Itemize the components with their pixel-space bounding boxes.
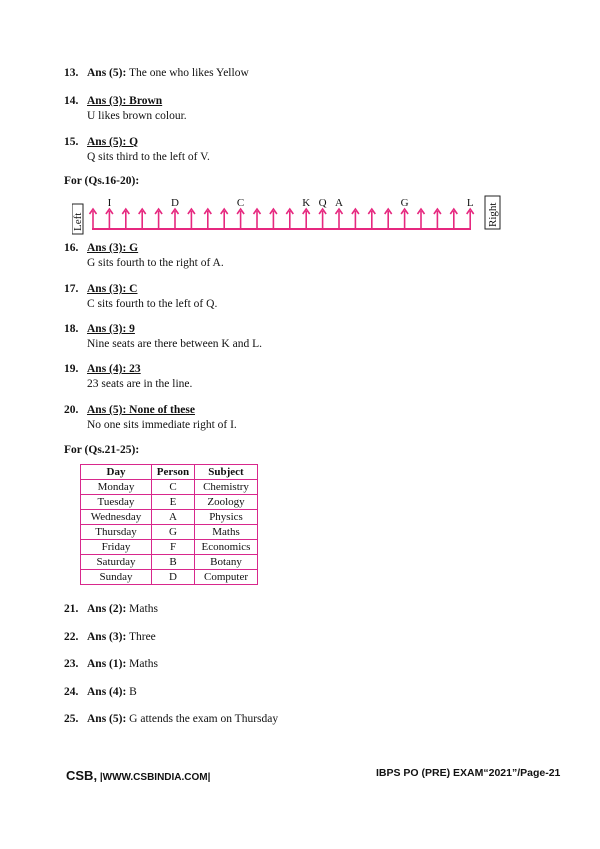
section-heading-16-20: For (Qs.16-20): — [64, 175, 140, 187]
table-row — [81, 480, 258, 495]
answer-19 — [64, 362, 192, 392]
answer-label: Ans (5): Q — [87, 136, 139, 148]
seat-arrow — [221, 209, 228, 229]
answer-label: Ans (2): — [87, 603, 127, 615]
seat-arrow — [204, 209, 211, 229]
answer-explanation: No one sits immediate right of I. — [87, 419, 237, 431]
answer-22 — [64, 630, 156, 645]
header-day: Day — [81, 465, 152, 480]
seat-arrow — [254, 209, 261, 229]
question-number: 14. — [64, 95, 79, 107]
header-person: Person — [152, 465, 195, 480]
seat-letter-k: K — [302, 197, 311, 209]
answer-label: Ans (5): — [87, 713, 127, 725]
right-label-box — [485, 196, 500, 229]
answer-18 — [64, 322, 262, 352]
cell-person: F — [152, 540, 195, 555]
answer-label: Ans (3): — [87, 631, 127, 643]
answer-label: Ans (3): 9 — [87, 323, 135, 335]
cell-person: D — [152, 570, 195, 585]
table-row — [81, 570, 258, 585]
answer-label: Ans (5): — [87, 67, 127, 79]
csb-logo: CSB, — [66, 768, 98, 783]
cell-person: A — [152, 510, 195, 525]
answer-text: Maths — [126, 603, 158, 615]
answer-explanation: G sits fourth to the right of A. — [87, 257, 224, 269]
table-row — [81, 525, 258, 540]
question-number: 24. — [64, 686, 79, 698]
header-subject: Subject — [195, 465, 258, 480]
seating-diagram — [72, 193, 512, 239]
seat-arrow — [434, 209, 441, 229]
answer-explanation: Nine seats are there between K and L. — [87, 338, 262, 350]
cell-day: Wednesday — [81, 510, 152, 525]
question-number: 19. — [64, 363, 79, 375]
left-label-box — [72, 204, 84, 234]
seat-arrow — [188, 209, 195, 229]
right-label: Right — [487, 202, 499, 227]
seat-arrow — [172, 209, 179, 229]
footer-website: |WWW.CSBINDIA.COM| — [97, 772, 211, 783]
seat-letter-g: G — [400, 197, 409, 209]
seat-arrow — [467, 209, 474, 229]
seat-letter-d: D — [171, 197, 179, 209]
seat-letter-c: C — [236, 197, 245, 209]
table-row — [81, 540, 258, 555]
cell-person: G — [152, 525, 195, 540]
cell-day: Saturday — [81, 555, 152, 570]
seat-arrow — [401, 209, 408, 229]
answer-17 — [64, 282, 217, 312]
schedule-table — [80, 464, 258, 585]
seat-arrow — [286, 209, 293, 229]
cell-subject: Chemistry — [195, 480, 258, 495]
answer-explanation: Q sits third to the left of V. — [87, 151, 210, 163]
seat-arrow — [319, 209, 326, 229]
answer-explanation: C sits fourth to the left of Q. — [87, 298, 218, 310]
answer-14 — [64, 94, 187, 124]
cell-person: C — [152, 480, 195, 495]
cell-subject: Economics — [195, 540, 258, 555]
footer-page-info: IBPS PO (PRE) EXAM“2021”/Page-21 — [376, 767, 561, 779]
answer-15 — [64, 135, 210, 165]
cell-day: Thursday — [81, 525, 152, 540]
answer-20 — [64, 403, 237, 433]
cell-subject: Botany — [195, 555, 258, 570]
left-label: Left — [72, 212, 84, 231]
answer-label: Ans (3): C — [87, 283, 138, 295]
question-number: 22. — [64, 631, 79, 643]
answer-23 — [64, 657, 158, 672]
table-row — [81, 510, 258, 525]
answer-explanation: 23 seats are in the line. — [87, 378, 193, 390]
answer-label: Ans (1): — [87, 658, 127, 670]
seat-arrow — [418, 209, 425, 229]
answer-25 — [64, 712, 278, 727]
answer-label: Ans (4): 23 — [87, 363, 141, 375]
seat-letter-l: L — [466, 197, 474, 209]
answer-24 — [64, 685, 137, 700]
seat-arrow — [336, 209, 343, 229]
seat-letter-i: I — [107, 197, 112, 209]
answer-text: G attends the exam on Thursday — [126, 713, 279, 725]
seat-arrow — [155, 209, 162, 229]
cell-subject: Zoology — [195, 495, 258, 510]
table-header-row — [81, 465, 258, 480]
answer-text: B — [126, 686, 137, 698]
table-row — [81, 495, 258, 510]
seat-arrow — [139, 209, 146, 229]
answer-text: Three — [126, 631, 156, 643]
question-number: 23. — [64, 658, 79, 670]
answer-label: Ans (4): — [87, 686, 127, 698]
table-row — [81, 555, 258, 570]
seat-arrow — [450, 209, 457, 229]
answer-label: Ans (5): None of these — [87, 404, 195, 416]
cell-person: E — [152, 495, 195, 510]
answer-13 — [64, 66, 249, 81]
seat-arrow — [122, 209, 129, 229]
question-number: 15. — [64, 136, 79, 148]
answer-text: The one who likes Yellow — [126, 67, 249, 79]
question-number: 21. — [64, 603, 79, 615]
question-number: 18. — [64, 323, 79, 335]
answer-label: Ans (3): Brown — [87, 95, 163, 107]
seat-letter-q: Q — [318, 197, 327, 209]
seat-letter-a: A — [335, 197, 343, 209]
cell-subject: Maths — [195, 525, 258, 540]
seat-arrow — [303, 209, 310, 229]
question-number: 20. — [64, 404, 79, 416]
seat-arrow — [385, 209, 392, 229]
seat-arrow — [106, 209, 113, 229]
footer-brand — [66, 768, 210, 783]
cell-day: Sunday — [81, 570, 152, 585]
section-heading-21-25: For (Qs.21-25): — [64, 444, 140, 456]
seat-arrow — [237, 209, 244, 229]
question-number: 17. — [64, 283, 79, 295]
answer-21 — [64, 602, 158, 617]
answer-explanation: U likes brown colour. — [87, 110, 187, 122]
seat-arrow — [270, 209, 277, 229]
cell-subject: Computer — [195, 570, 258, 585]
seat-arrow — [368, 209, 375, 229]
question-number: 16. — [64, 242, 79, 254]
cell-person: B — [152, 555, 195, 570]
seat-arrow — [90, 209, 97, 229]
answer-text: Maths — [126, 658, 158, 670]
cell-subject: Physics — [195, 510, 258, 525]
question-number: 13. — [64, 67, 79, 79]
cell-day: Monday — [81, 480, 152, 495]
cell-day: Tuesday — [81, 495, 152, 510]
question-number: 25. — [64, 713, 79, 725]
answer-label: Ans (3): G — [87, 242, 139, 254]
answer-16 — [64, 241, 224, 271]
cell-day: Friday — [81, 540, 152, 555]
seat-arrow — [352, 209, 359, 229]
